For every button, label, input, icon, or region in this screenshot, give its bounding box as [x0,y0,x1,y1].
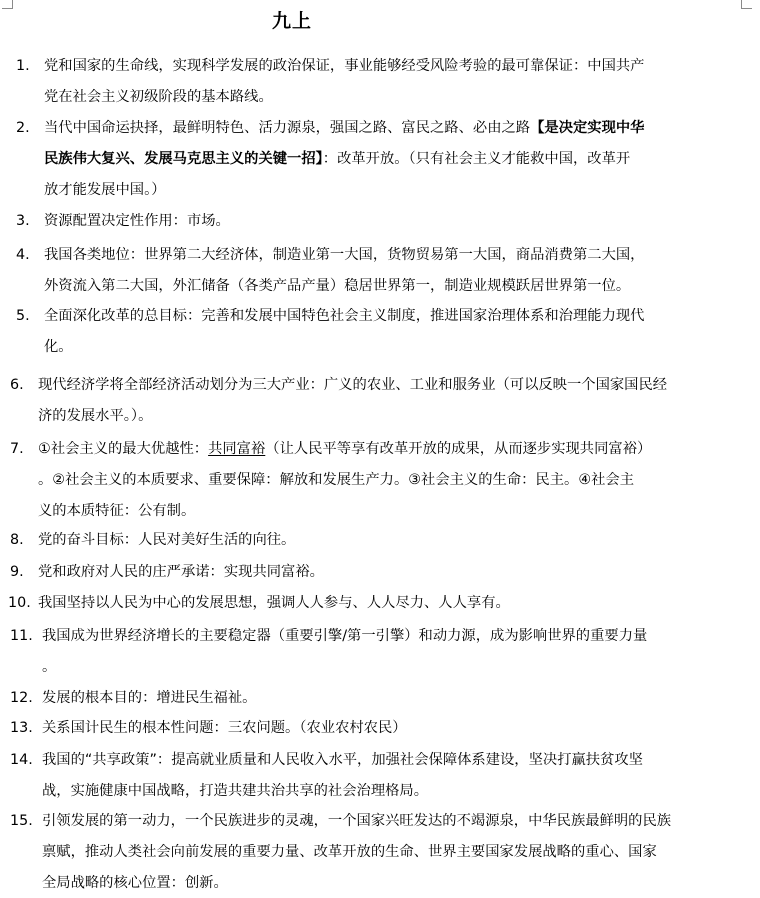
item-number: 6. [10,377,24,393]
item-number: 2. [16,120,30,136]
item-number: 13. [10,720,33,736]
item-number: 10. [8,595,31,611]
item-text: 战，实施健康中国战略，打造共建共治共享的社会治理格局。 [42,783,429,799]
item-text: 义的本质特征：公有制。 [38,503,196,519]
item-text: 党和国家的生命线，实现科学发展的政治保证，事业能够经受风险考验的最可靠保证：中国共产 [44,58,645,74]
item-number: 1. [16,58,30,74]
item-text: 党和政府对人民的庄严承诺：实现共同富裕。 [38,564,324,580]
item-number: 8. [10,532,24,548]
item-text: ①社会主义的最大优越性：共同富裕（让人民平等享有改革开放的成果，从而逐步实现共同富裕） [38,441,652,457]
item-number: 12. [10,690,33,706]
item-text: 关系国计民生的根本性问题：三农问题。（农业农村农民） [42,720,407,736]
item-number: 5. [16,308,30,324]
item-text: 引领发展的第一动力，一个民族进步的灵魂，一个国家兴旺发达的不竭源泉，中华民族最鲜明的民族 [42,813,672,829]
item-number: 11. [10,628,33,644]
item-number: 15. [10,813,33,829]
item-number: 4. [16,247,30,263]
item-text: 我国坚持以人民为中心的发展思想，强调人人参与、人人尽力、人人享有。 [38,595,510,611]
item-text: 我国各类地位：世界第二大经济体，制造业第一大国，货物贸易第一大国，商品消费第二大国， [44,247,645,263]
item-text: 。②社会主义的本质要求、重要保障：解放和发展生产力。③社会主义的生命：民主。④社会主 [38,472,635,488]
item-number: 14. [10,752,33,768]
item-text: 济的发展水平。）。 [38,408,153,424]
item-text: 外资流入第二大国，外汇储备（各类产品产量）稳居世界第一，制造业规模跃居世界第一位。 [44,278,631,294]
item-text: 资源配置决定性作用：市场。 [44,213,230,229]
bold-text: 民族伟大复兴、发展马克思主义的关键一招】 [44,151,323,167]
item-number: 3. [16,213,30,229]
item-number: 9. [10,564,24,580]
item-text: 全面深化改革的总目标：完善和发展中国特色社会主义制度，推进国家治理体系和治理能力现代 [44,308,645,324]
item-text: 我国的“共享政策”：提高就业质量和人民收入水平，加强社会保障体系建设，坚决打赢扶贫攻坚 [42,752,643,768]
item-text: 当代中国命运抉择，最鲜明特色、活力源泉，强国之路、富民之路、必由之路【是决定实现中华 [44,120,645,136]
item-text: 我国成为世界经济增长的主要稳定器（重要引擎/第一引擎）和动力源，成为影响世界的重要力量 [42,628,648,644]
item-number: 7. [10,441,24,457]
item-text: 化。 [44,339,73,355]
item-text: 发展的根本目的：增进民生福祉。 [42,690,257,706]
item-text: 。 [42,659,57,675]
item-text: 党在社会主义初级阶段的基本路线。 [44,89,273,105]
underlined-text: 共同富裕 [208,441,266,457]
item-text: 放才能发展中国。） [44,182,166,198]
item-text: 党的奋斗目标：人民对美好生活的向往。 [38,532,296,548]
bold-text: 【是决定实现中华 [530,120,645,136]
item-text: 禀赋，推动人类社会向前发展的重要力量、改革开放的生命、世界主要国家发展战略的重心、国家 [42,844,657,860]
page-corner-mark-right [741,0,752,9]
item-text: 民族伟大复兴、发展马克思主义的关键一招】：改革开放。（只有社会主义才能救中国，改革开 [44,151,631,167]
item-text: 现代经济学将全部经济活动划分为三大产业：广义的农业、工业和服务业（可以反映一个国家国民经 [38,377,668,393]
page-title: 九上 [271,10,312,32]
item-text: 全局战略的核心位置：创新。 [42,875,228,891]
